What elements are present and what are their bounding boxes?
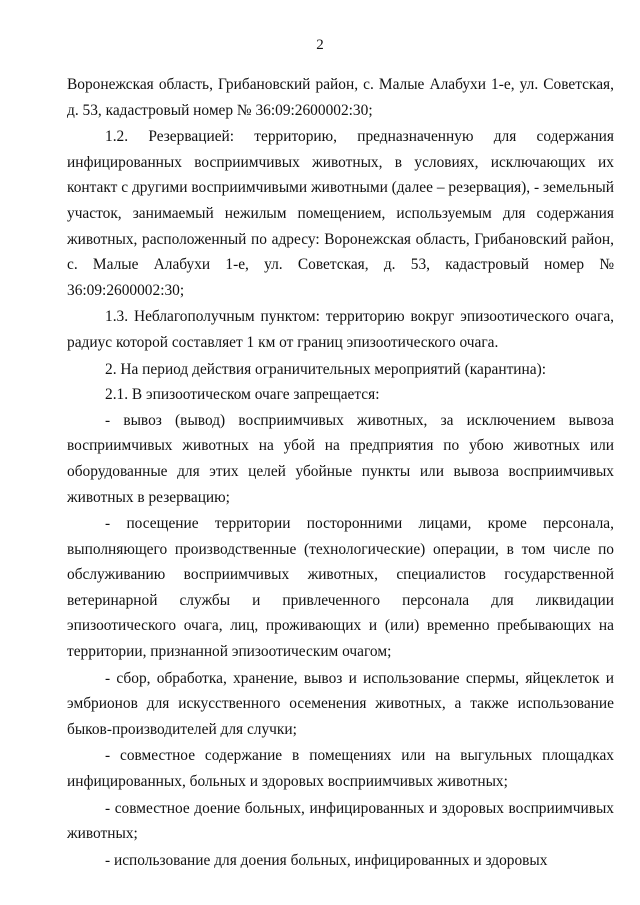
- paragraph-2-1-heading: 2.1. В эпизоотическом очаге запрещается:: [105, 386, 380, 404]
- list-item-milking-equipment: - использование для доения больных, инфицированных и здоровых: [105, 851, 548, 869]
- paragraph-1-2-reservation: 1.2. Резервацией: территорию, предназначенную для содержания инфицированных восприимчивых животных, в условиях, исключающих их контакт с другими восприимчивыми животными (далее – резервация), - земельный участок, занимаемый нежилым помещением, используемым для содержания животных, расположенный по адресу: Воронежская область, Грибановский район, с. Малые Алабухи 1-е, ул. Советская, д. 53, кадастровый номер № 36:09:2600002:30;: [67, 128, 614, 299]
- page-number: 2: [316, 37, 324, 53]
- list-item-joint-milking: - совместное доение больных, инфицированных и здоровых восприимчивых животных;: [67, 799, 614, 843]
- list-item-joint-keeping: - совместное содержание в помещениях или на выгульных площадках инфицированных, больных и здоровых восприимчивых животных;: [67, 747, 614, 791]
- document-body: [67, 72, 614, 873]
- paragraph-1-3-unfavorable-point: 1.3. Неблагополучным пунктом: территорию вокруг эпизоотического очага, радиус которой составляет 1 км от границ эпизоотического очага.: [67, 308, 614, 351]
- paragraph-2-heading: 2. На период действия ограничительных мероприятий (карантина):: [105, 360, 547, 378]
- paragraph-address-continuation: Воронежская область, Грибановский район, с. Малые Алабухи 1-е, ул. Советская, д. 53, кадастровый номер № 36:09:2600002:30;: [67, 76, 614, 119]
- list-item-visits: - посещение территории посторонними лицами, кроме персонала, выполняющего производственные (технологические) операции, в том числе по обслуживанию восприимчивых животных, специалистов государственной ветеринарной службы и привлеченного персонала для ликвидации эпизоотического очага, лиц, проживающих и (или) временно пребывающих на территории, признанной эпизоотическим очагом;: [67, 515, 614, 661]
- list-item-sperm-collection: - сбор, обработка, хранение, вывоз и использование спермы, яйцеклеток и эмбрионов для искусственного осеменения животных, а также использование быков-производителей для случки;: [67, 669, 614, 738]
- list-item-export: - вывоз (вывод) восприимчивых животных, за исключением вывоза восприимчивых животных на убой на предприятия по убою животных или оборудованные для этих целей убойные пункты или вывоза восприимчивых животных в резервацию;: [67, 411, 614, 506]
